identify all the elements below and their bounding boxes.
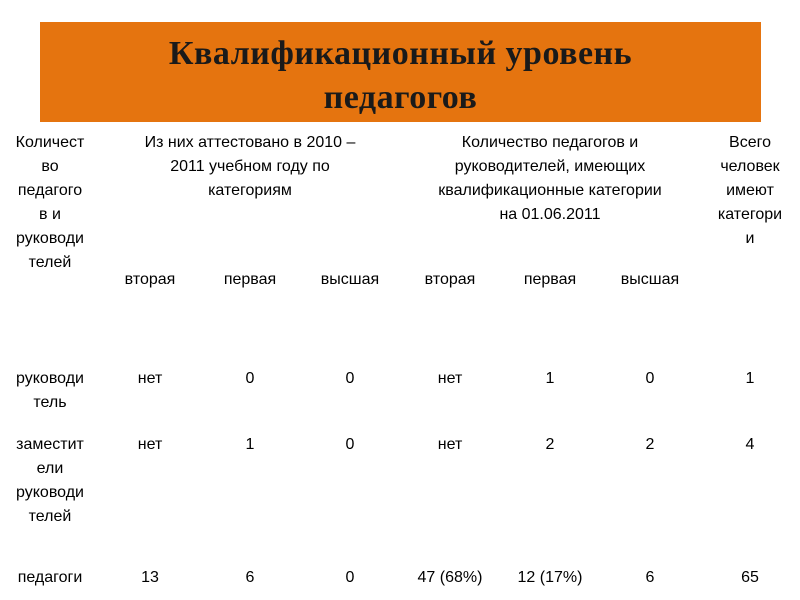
subheader-highest: высшая (320, 271, 380, 288)
row-label (0, 367, 100, 415)
table-cell: нет (437, 370, 463, 387)
row-label (0, 566, 100, 590)
title-banner (40, 22, 761, 122)
subheader-first: первая (223, 271, 277, 288)
row-label-line: педагоги (17, 569, 83, 586)
table-cell: нет (137, 436, 163, 453)
subheader-second: вторая (424, 271, 476, 288)
table-cell: 1 (545, 370, 555, 387)
header-categories-line: руководителей, имеющих (454, 158, 646, 175)
table-cell: 0 (345, 569, 355, 586)
table-cell: 12 (17%) (517, 569, 583, 586)
table-cell: 0 (245, 370, 255, 387)
title-line-2: педагогов (323, 79, 478, 116)
header-count-line: педагого (17, 182, 83, 199)
header-total-line: Всего (729, 134, 771, 151)
subheader-highest: высшая (620, 271, 680, 288)
table-cell: 2 (545, 436, 555, 453)
header-categories-line: на 01.06.2011 (499, 206, 601, 223)
header-total-line: категори (717, 206, 783, 223)
row-label-line: телей (28, 508, 72, 525)
table-cell: 1 (245, 436, 255, 453)
subheader-second: вторая (124, 271, 176, 288)
header-categories-cell (400, 131, 700, 227)
header-count-line: Количест (15, 134, 85, 151)
table-cell: 47 (68%) (417, 569, 483, 586)
header-count-cell (0, 131, 100, 275)
row-label-line: руководи (16, 370, 84, 387)
subheader-first: первая (523, 271, 577, 288)
header-count-line: телей (28, 254, 72, 271)
header-total-line: и (745, 230, 755, 247)
header-attested-line: 2011 учебном году по (170, 158, 330, 175)
row-label-line: ели (36, 460, 64, 477)
row-label-line: заместит (16, 436, 84, 453)
header-attested-cell (100, 131, 400, 203)
table-cell: 0 (345, 370, 355, 387)
header-categories-line: Количество педагогов и (461, 134, 639, 151)
title-line-1: Квалификационный уровень (168, 35, 633, 72)
header-count-line: руководи (16, 230, 84, 247)
header-attested-line: категориям (208, 182, 292, 199)
table-cell: 0 (345, 436, 355, 453)
table-cell: 6 (645, 569, 655, 586)
table-cell: 6 (245, 569, 255, 586)
header-total-cell (700, 131, 800, 251)
header-attested-line: Из них аттестовано в 2010 – (144, 134, 356, 151)
header-total-line: человек (720, 158, 780, 175)
header-count-line: во (41, 158, 59, 175)
table-cell: 0 (645, 370, 655, 387)
row-label-line: тель (33, 394, 67, 411)
table-cell: нет (137, 370, 163, 387)
table-cell: 2 (645, 436, 655, 453)
row-label (0, 433, 100, 529)
page-title (40, 32, 761, 120)
header-total-line: имеют (726, 182, 774, 199)
table-cell: нет (437, 436, 463, 453)
header-count-line: в и (39, 206, 61, 223)
header-categories-line: квалификационные категории (438, 182, 662, 199)
table-cell: 13 (141, 569, 159, 586)
table-cell: 1 (745, 370, 755, 387)
table-cell: 65 (741, 569, 759, 586)
row-label-line: руководи (16, 484, 84, 501)
table-cell: 4 (745, 436, 755, 453)
